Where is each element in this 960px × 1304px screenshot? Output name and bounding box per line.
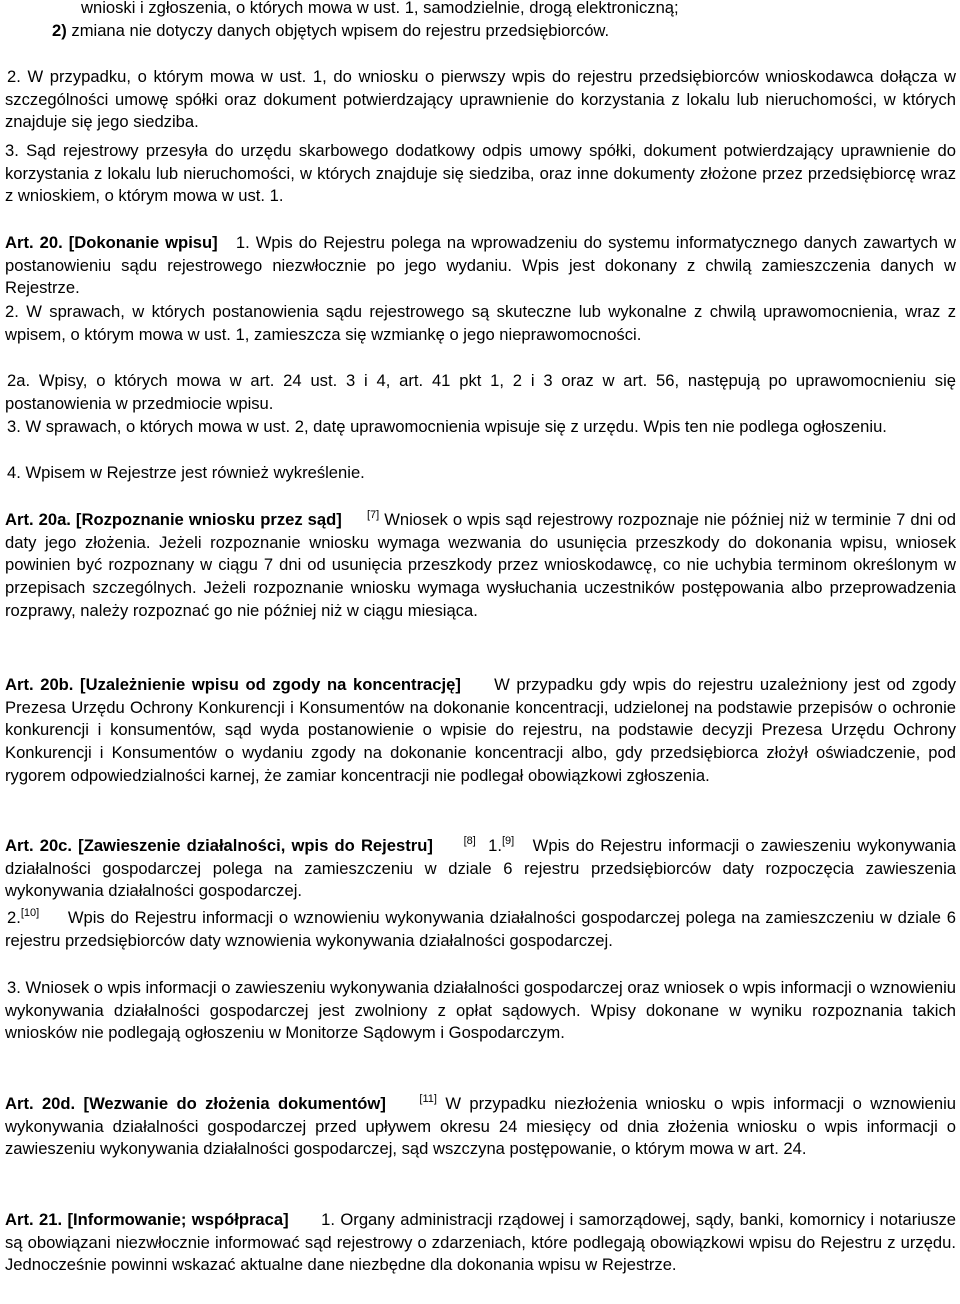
- art-20b-paragraph: Art. 20b. [Uzależnienie wpisu od zgody na koncentrację] W przypadku gdy wpis do rejestru uzależniony jest od zgody Prezesa Urzędu Ochrony Konkurencji i Konsumentów na dokonanie koncentracji, udzielonej na podstawie przepisów o ochronie konkurencji i konsumentów, sąd wyda postanowienie o wpisie do rejestru, na podstawie decyzji Prezesa Urzędu Ochrony Konkurencji i Konsumentów o wydaniu zgody na dokonanie koncentracji albo, gdy przedsiębiorca złożył oświadczenie, pod rygorem odpowiedzialności karnej, że zamiar koncentracji nie podlegał obowiązkowi zgłoszenia.: [5, 675, 956, 785]
- paragraph-2: 2. W przypadku, o którym mowa w ust. 1, do wniosku o pierwszy wpis do rejestru przedsiębiorców wnioskodawca dołącza w szczególności umowę spółki oraz dokument potwierdzający uprawnienie do korzystania z lokalu lub nieruchomości, w których znajduje się jego siedziba.: [5, 67, 956, 132]
- intro-line-2-number: 2): [52, 21, 67, 40]
- art-20-paragraph-2: 2. W sprawach, w których postanowienia sądu rejestrowego są skuteczne lub wykonalne z chwilą uprawomocnienia, wraz z wpisem, o którym mowa w ust. 1, zamieszcza się wzmiankę o jego nieprawomocności.: [5, 302, 956, 344]
- art-20c-heading: Art. 20c. [Zawieszenie działalności, wpis do Rejestru]: [5, 836, 433, 855]
- art-21-paragraph: Art. 21. [Informowanie; współpraca] 1. Organy administracji rządowej i samorządowej, sądy, banki, komornicy i notariusze są obowiązani niezwłocznie informować sąd rejestrowy o zdarzeniach, które podlegają obowiązkowi wpisu do Rejestru z urzędu. Jednocześnie powinni wskazać aktualne dane niezbędne dla dokonania wpisu w Rejestrze.: [5, 1210, 957, 1275]
- art-20a-paragraph: Art. 20a. [Rozpoznanie wniosku przez sąd] [7] Wniosek o wpis sąd rejestrowy rozpoznaje nie później niż w terminie 7 dni od daty jego złożenia. Jeżeli rozpoznanie wniosku wymaga wezwania do usunięcia przeszkody do dokonania wpisu, wniosek powinien być rozpoznany w ciągu 7 dni od usunięcia przeszkody przez wnioskodawcę, co nie uchybia terminom określonym w przepisach szczególnych. Jeżeli rozpoznanie wniosku wymaga wysłuchania uczestników postępowania albo przeprowadzenia rozprawy, należy rozpoznać go nie później niż w ciągu miesiąca.: [5, 509, 956, 620]
- art-20d-heading: Art. 20d. [Wezwanie do złożenia dokumentów]: [5, 1094, 386, 1113]
- art-20-heading: Art. 20. [Dokonanie wpisu]: [5, 233, 218, 252]
- art-20c-paragraph-3: 3. Wniosek o wpis informacji o zawieszeniu wykonywania działalności gospodarczej oraz wniosek o wpis informacji o wznowieniu wykonywania działalności gospodarczej jest zwolniony z opłat sądowych. Wpisy dokonane w wyniku rozpoznania takich wniosków nie podlegają ogłoszeniu w Monitorze Sądowym i Gospodarczym.: [5, 978, 956, 1043]
- paragraph-3: 3. Sąd rejestrowy przesyła do urzędu skarbowego dodatkowy odpis umowy spółki, dokument potwierdzający uprawnienie do korzystania z lokalu lub nieruchomości, w których znajduje się siedziba, oraz inne dokumenty złożone przez przedsiębiorcę wraz z wnioskiem, o którym mowa w ust. 1.: [5, 141, 956, 206]
- art-20-paragraph-2a: 2a. Wpisy, o których mowa w art. 24 ust. 3 i 4, art. 41 pkt 1, 2 i 3 oraz w art. 56, następują po uprawomocnieniu się postanowienia w przedmiocie wpisu.: [5, 371, 956, 413]
- art-20a-heading: Art. 20a. [Rozpoznanie wniosku przez sąd]: [5, 510, 342, 529]
- footnote-ref-9[interactable]: [9]: [501, 835, 515, 847]
- art-20d-paragraph: Art. 20d. [Wezwanie do złożenia dokumentów] [11] W przypadku niezłożenia wniosku o wpis informacji o wznowieniu wykonywania działalności gospodarczej przed upływem okresu 24 miesięcy od dnia złożenia wniosku o wpis informacji o zawieszeniu wykonywania działalności gospodarczej, sąd wszczyna postępowanie, o którym mowa w art. 24.: [5, 1093, 956, 1159]
- footnote-ref-10[interactable]: [10]: [20, 907, 40, 919]
- art-20-paragraph-4: 4. Wpisem w Rejestrze jest również wykreślenie.: [7, 463, 365, 482]
- footnote-ref-11[interactable]: [11]: [419, 1093, 437, 1105]
- intro-line-2: 2) zmiana nie dotyczy danych objętych wpisem do rejestru przedsiębiorców.: [52, 21, 610, 40]
- art-20b-heading: Art. 20b. [Uzależnienie wpisu od zgody na koncentrację]: [5, 675, 461, 694]
- footnote-ref-8[interactable]: [8]: [463, 835, 476, 847]
- intro-line-1: wnioski i zgłoszenia, o których mowa w ust. 1, samodzielnie, drogą elektroniczną;: [81, 0, 679, 17]
- footnote-ref-7[interactable]: [7]: [366, 509, 380, 521]
- art-21-heading: Art. 21. [Informowanie; współpraca]: [5, 1210, 289, 1229]
- art-20-paragraph-3: 3. W sprawach, o których mowa w ust. 2, datę uprawomocnienia wpisuje się z urzędu. Wpis ten nie podlega ogłoszeniu.: [7, 417, 887, 436]
- art-20c-paragraph-1: Art. 20c. [Zawieszenie działalności, wpis do Rejestru] [8] 1.[9] Wpis do Rejestru informacji o zawieszeniu wykonywania działalności gospodarczej polega na zamieszczeniu w dziale 6 rejestru przedsiębiorców daty rozpoczęcia zawieszenia wykonywania działalności gospodarczej.: [5, 835, 956, 901]
- art-20-paragraph-1: Art. 20. [Dokonanie wpisu] 1. Wpis do Rejestru polega na wprowadzeniu do systemu informatycznego danych zawartych w postanowieniu sądu rejestrowego niezwłocznie po jego wydaniu. Wpis jest dokonany z chwilą zamieszczenia danych w Rejestrze.: [5, 233, 956, 298]
- art-20c-paragraph-2: 2.[10] Wpis do Rejestru informacji o wznowieniu wykonywania działalności gospodarczej polega na zamieszczeniu w dziale 6 rejestru przedsiębiorców daty wznowienia wykonywania działalności gospodarczej.: [5, 907, 956, 950]
